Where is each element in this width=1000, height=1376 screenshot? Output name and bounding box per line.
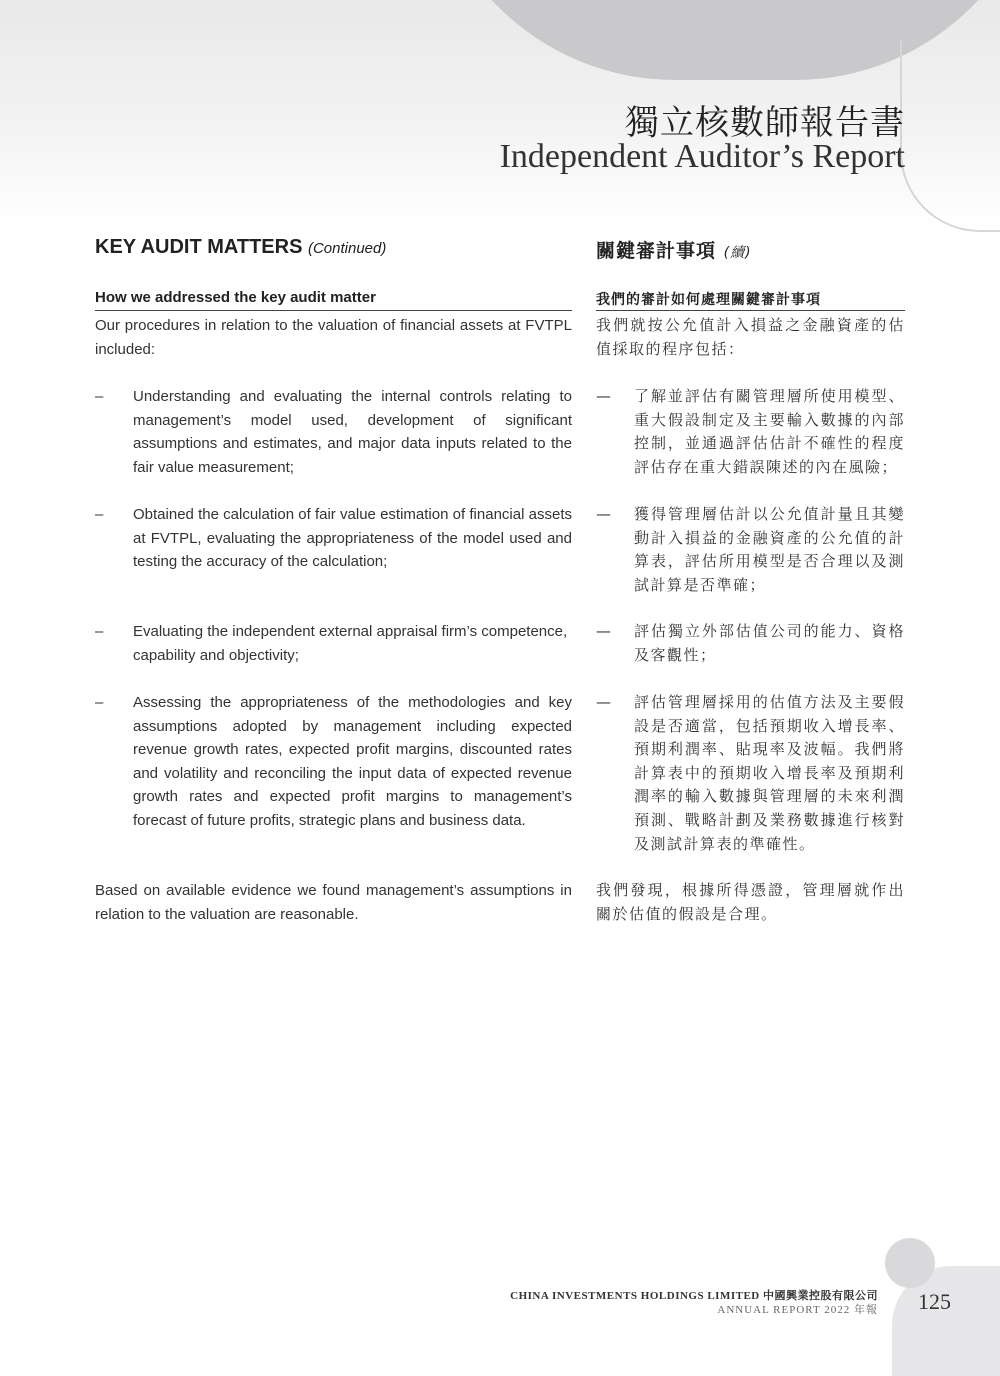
list-item-text: 評估獨立外部估值公司的能力、資格及客觀性； xyxy=(634,622,905,664)
section-continued-en: (Continued) xyxy=(307,240,387,257)
bullet-dash: — xyxy=(596,693,611,711)
intro-paragraph-en: Our procedures in relation to the valuation of financial assets at FVTPL included: xyxy=(95,317,572,358)
list-item-text: 評估管理層採用的估值方法及主要假設是否適當，包括預期收入增長率、預期利潤率、貼現率及波幅。我們將計算表中的預期收入增長率及預期利潤率的輸入數據與管理層的未來利潤預測、戰略計劃及業務數據進行核對及測試計算表的準確性。 xyxy=(634,693,905,853)
section-heading-zh xyxy=(596,236,752,263)
bullet-dash: – xyxy=(95,506,104,523)
bullet-dash: – xyxy=(95,694,104,711)
bullet-dash: — xyxy=(596,387,611,405)
section-continued-zh: (續) xyxy=(723,245,752,261)
footer-decorative-circle xyxy=(885,1238,935,1288)
list-item-text: Understanding and evaluating the internal controls relating to management’s model used, development of significant assumptions and estimates, and major data inputs related to the fair value measurement; xyxy=(133,388,572,476)
list-item-text: 了解並評估有關管理層所使用模型、重大假設制定及主要輸入數據的內部控制，並通過評估估計不確性的程度評估存在重大錯誤陳述的內在風險； xyxy=(634,387,905,476)
list-item-text: Obtained the calculation of fair value estimation of financial assets at FVTPL, evaluating the appropriateness of the model used and testing the accuracy of the calculation; xyxy=(133,506,572,571)
column-rule-en xyxy=(95,310,572,311)
page-title-en: Independent Auditor’s Report xyxy=(499,138,905,175)
bullet-dash: — xyxy=(596,622,611,640)
section-title-en: KEY AUDIT MATTERS xyxy=(95,236,303,258)
column-rule-zh xyxy=(596,310,905,311)
bullet-dash: — xyxy=(596,505,611,523)
footer-report-label: ANNUAL REPORT 2022 年報 xyxy=(717,1304,878,1316)
column-heading-zh: 我們的審計如何處理關鍵審計事項 xyxy=(596,292,821,308)
footer-company-name: CHINA INVESTMENTS HOLDINGS LIMITED 中國興業控股有限公司 xyxy=(510,1290,878,1302)
list-item-text: 獲得管理層估計以公允值計量且其變動計入損益的金融資產的公允值的計算表，評估所用模型是否合理以及測試計算是否準確； xyxy=(634,505,905,594)
section-title-zh: 關鍵審計事項 xyxy=(596,240,717,262)
section-heading-en xyxy=(95,236,386,259)
list-item-text: Evaluating the independent external appraisal firm’s competence, capability and objectivity; xyxy=(133,623,568,664)
page-title-zh: 獨立核數師報告書 xyxy=(625,103,905,143)
bullet-dash: – xyxy=(95,623,104,640)
intro-paragraph-zh: 我們就按公允值計入損益之金融資產的估值採取的程序包括： xyxy=(596,316,905,358)
list-item-text: Assessing the appropriateness of the methodologies and key assumptions adopted by management including expected revenue growth rates, expected profit margins, discounted rates and volatility and reconciling the input data of expected revenue growth rates and expected profit margins to management’s forecast of future profits, strategic plans and business data. xyxy=(133,694,572,829)
conclusion-paragraph-en: Based on available evidence we found management’s assumptions in relation to the valuation are reasonable. xyxy=(95,882,572,923)
bullet-dash: – xyxy=(95,388,104,405)
conclusion-paragraph-zh: 我們發現，根據所得憑證，管理層就作出關於估值的假設是合理。 xyxy=(596,881,905,923)
page-number: 125 xyxy=(918,1289,951,1314)
column-heading-en: How we addressed the key audit matter xyxy=(95,289,376,306)
